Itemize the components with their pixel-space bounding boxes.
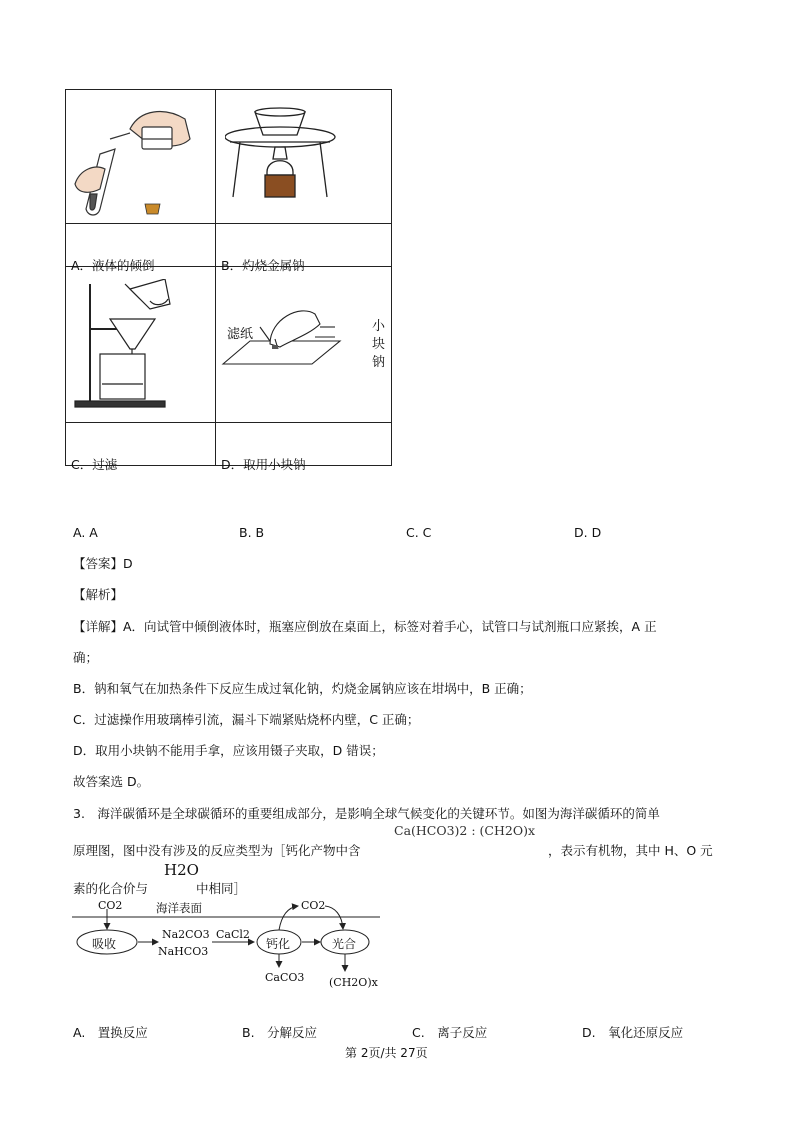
q2-option-c: C. C (406, 525, 432, 540)
q3-option-a: A. 置换反应 (73, 1025, 148, 1040)
detail-line-3: B．钠和氧气在加热条件下反应生成过氧化钠，灼烧金属钠应该在坩埚中，B 正确； (73, 681, 532, 696)
label-small-block-2: 块 (372, 337, 386, 352)
figure-rule (65, 223, 392, 224)
label-small-block-3: 钠 (372, 355, 386, 370)
detail-line-2: 确； (73, 650, 99, 665)
node-absorb: 吸收 (92, 937, 117, 951)
label-sea-surface: 海洋表面 (156, 901, 202, 915)
label-co2-top: CO2 (301, 899, 326, 912)
analysis-heading: 【解析】 (73, 587, 124, 602)
detail-line-6: 故答案选 D。 (73, 774, 150, 789)
label-co2-absorb: CO2 (98, 899, 123, 912)
taking-sodium-illustration (220, 279, 390, 414)
q3-option-c: C. 离子反应 (412, 1025, 488, 1040)
caption-c: C．过滤 (71, 457, 118, 472)
q3-line-3a: 素的化合价与 (73, 881, 149, 896)
q3-line-1: 3. 海洋碳循环是全球碳循环的重要组成部分，是影响全球气候变化的关键环节。如图为海洋碳循环的简单 (73, 806, 660, 821)
q3-line-2a: 原理图，图中没有涉及的反应类型为［钙化产物中含 (73, 843, 361, 858)
label-caco3: CaCO3 (265, 971, 305, 984)
node-photosynthesis: 光合 (332, 937, 357, 951)
caption-b: B．灼烧金属钠 (221, 258, 305, 273)
page-footer: 第 2页/共 27页 (345, 1046, 428, 1060)
q3-line-2b: ，表示有机物，其中 H、O 元 (548, 843, 713, 858)
apparatus-figure (65, 89, 392, 472)
q2-option-a: A. A (73, 525, 98, 540)
label-cacl2: CaCl2 (216, 928, 250, 941)
node-calcify: 钙化 (266, 937, 291, 951)
caption-a: A．液体的倾倒 (71, 258, 155, 273)
detail-line-4: C．过滤操作用玻璃棒引流，漏斗下端紧贴烧杯内壁，C 正确； (73, 712, 420, 727)
pouring-liquid-illustration (70, 99, 210, 219)
formula-ca-hco3-ch2o: Ca(HCO3)2 : (CH2O)x (394, 823, 536, 838)
caption-d: D．取用小块钠 (221, 457, 306, 472)
label-ch2o: (CH2O)x (329, 976, 378, 989)
label-small-block-1: 小 (372, 319, 386, 334)
carbon-cycle-diagram (70, 895, 385, 995)
detail-line-1: 【详解】A．向试管中倾倒液体时，瓶塞应倒放在桌面上，标签对着手心，试管口与试剂瓶口应紧挨，A 正 (73, 619, 657, 634)
q3-line-3b: 中相同］ (196, 881, 247, 896)
label-filter-paper: 滤纸 (227, 327, 254, 342)
figure-rule (65, 422, 392, 423)
q3-option-b: B. 分解反应 (242, 1025, 318, 1040)
label-na2co3: Na2CO3 (162, 928, 210, 941)
detail-line-5: D．取用小块钠不能用手拿，应该用镊子夹取，D 错误； (73, 743, 384, 758)
label-nahco3: NaHCO3 (158, 945, 209, 958)
burning-sodium-illustration (225, 97, 385, 222)
answer-line: 【答案】D (73, 556, 133, 571)
formula-water: H2O (164, 861, 199, 879)
q2-option-b: B. B (239, 525, 265, 540)
q3-option-d: D. 氧化还原反应 (582, 1025, 684, 1040)
q2-option-d: D. D (574, 525, 602, 540)
filtration-illustration (70, 279, 210, 409)
